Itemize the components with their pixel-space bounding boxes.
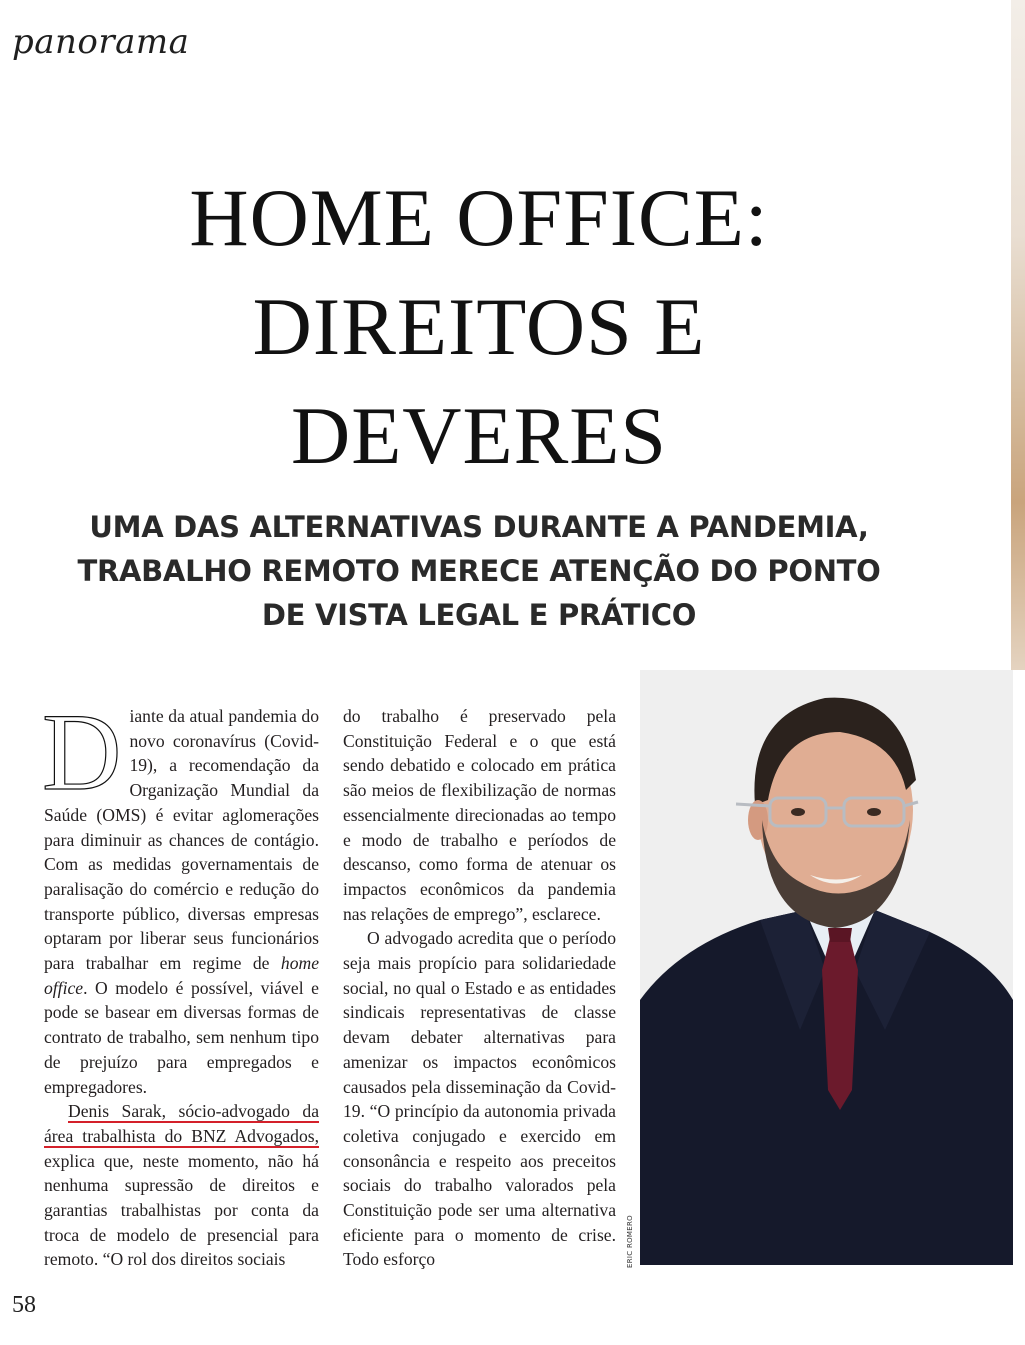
headline-line: DEVERES: [291, 390, 667, 481]
headline: [0, 163, 958, 490]
article-paragraph: do trabalho é preservado pela Constituição Federal e o que está sendo debatido e colocado em prática são meios de flexibilização de normas essencialmente direcionadas ao tempo e modo de trabalho e períodos de descanso, como forma de atenuar os impactos econômicos da pandemia nas relações de emprego”, esclarece.: [343, 706, 616, 924]
subheadline: [0, 505, 958, 637]
article-paragraph: [42, 691, 319, 1099]
paragraph-text: explica que, neste momento, não há nenhuma supressão de direitos e garantias trabalhistas por conta da troca de modelo de presencial para remoto. “O rol dos direitos sociais: [44, 1150, 319, 1270]
page-number: 58: [12, 1292, 36, 1318]
section-label: panorama: [12, 22, 190, 62]
portrait-illustration: [640, 670, 1013, 1265]
headline-line: HOME OFFICE:: [189, 172, 769, 263]
article-paragraph: [44, 1099, 319, 1272]
adjacent-page-photo-edge: [1011, 0, 1025, 670]
article-column-2: [343, 704, 616, 1272]
article-paragraph: O advogado acredita que o período seja mais propício para solidariedade social, no qual o Estado e as entidades sindicais representativas de classe devam debater alternativas para amenizar os impactos econômicos causados pela disseminação da Covid-19. “O princípio da autonomia privada coletiva conjugado e exercido em consonância e respeito aos preceitos sociais do trabalho valorados pela Constituição pode ser uma alternativa eficiente para o momento de crise. Todo esforço: [343, 928, 616, 1270]
subheadline-line: DE VISTA LEGAL E PRÁTICO: [261, 598, 697, 632]
paragraph-text: iante da atual pandemia do novo coronavírus (Covid-19), a recomendação da Organização Mundial da Saúde (OMS) é evitar aglomerações para diminuir as chances de contágio. Com as medidas governamentais de paralisação do comércio e redução do transporte público, diversas empresas optaram por liberar seus funcionários para trabalhar em regime de: [44, 706, 319, 974]
drop-cap: D: [42, 691, 122, 813]
article-column-1: [42, 691, 319, 1272]
headline-line: DIREITOS E: [252, 281, 706, 372]
portrait-photo: [640, 670, 1013, 1265]
subheadline-line: UMA DAS ALTERNATIVAS DURANTE A PANDEMIA,: [89, 510, 869, 544]
highlighted-attribution: Denis Sarak, sócio-advogado da área trabalhista do BNZ Advogados,: [44, 1101, 319, 1146]
italic-term: home office: [44, 953, 319, 998]
paragraph-text: . O modelo é possível, viável e pode se basear em diversas formas de contrato de trabalho, sem nenhum tipo de prejuízo para empregados e empregadores.: [44, 977, 319, 1097]
photo-credit: ERIC ROMERO: [626, 1215, 634, 1268]
subheadline-line: TRABALHO REMOTO MERECE ATENÇÃO DO PONTO: [77, 554, 881, 588]
